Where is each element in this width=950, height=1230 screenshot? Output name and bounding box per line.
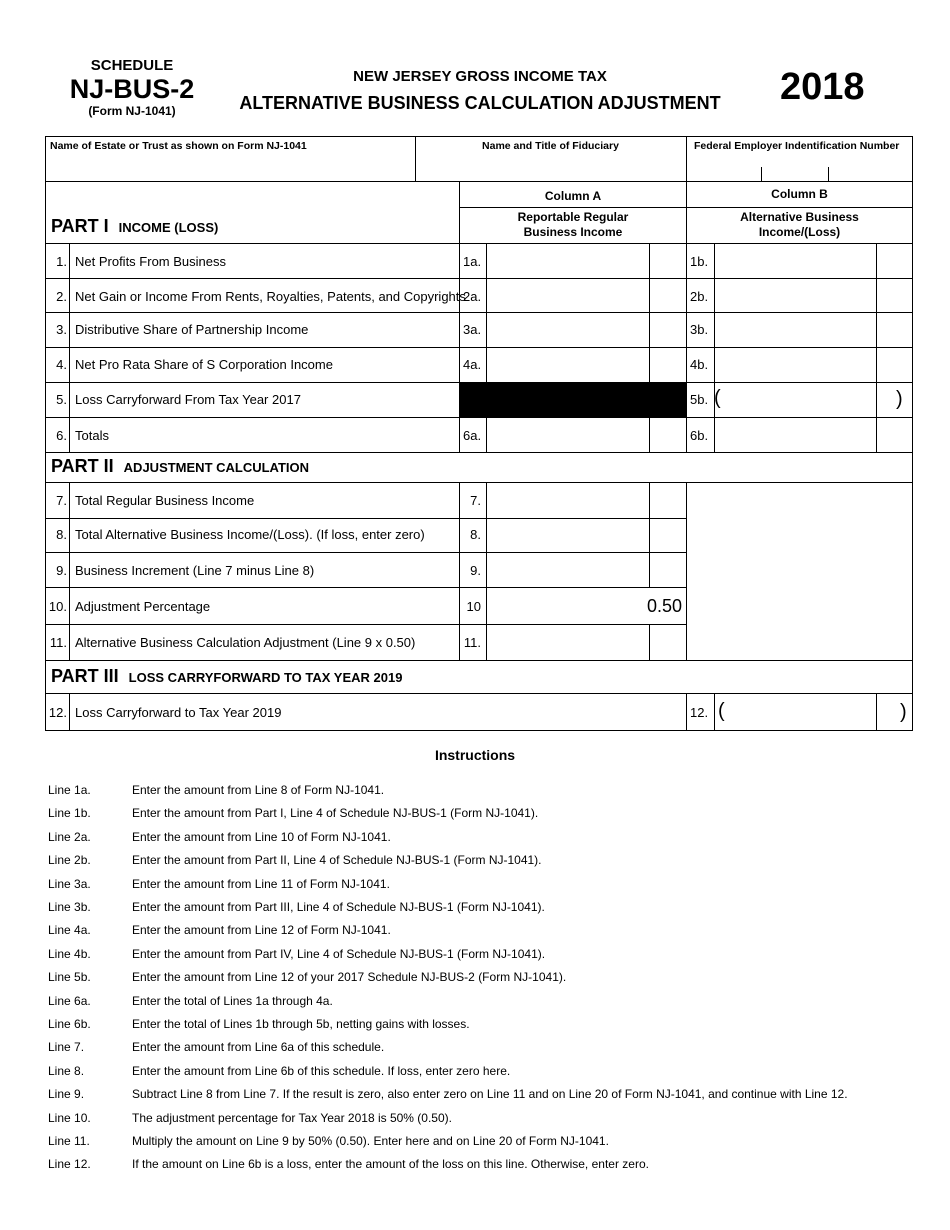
col-a-line-ref: 6a. <box>463 428 482 443</box>
line-description: Adjustment Percentage <box>75 599 211 614</box>
instruction-line-ref: Line 4a. <box>48 923 91 938</box>
line-description: Distributive Share of Partnership Income <box>75 322 309 337</box>
part-1-title: INCOME (LOSS) <box>118 220 219 235</box>
line-description: Total Alternative Business Income/(Loss). (If loss, enter zero) <box>75 527 425 542</box>
part-2-heading <box>51 456 309 477</box>
instruction-item <box>48 900 545 914</box>
line-number: 9. <box>56 563 67 578</box>
col-a-line-ref: 11. <box>463 635 481 650</box>
line-number: 8. <box>56 527 67 542</box>
line-number: 7. <box>56 493 67 508</box>
instruction-line-ref: Line 12. <box>48 1157 91 1172</box>
instruction-item <box>48 877 390 891</box>
instruction-line-ref: Line 9. <box>48 1087 85 1102</box>
col-b-line-ref: 1b. <box>690 254 709 269</box>
instruction-item <box>48 1040 384 1054</box>
line-5b-input[interactable] <box>725 383 875 416</box>
line-description: Net Profits From Business <box>75 254 226 269</box>
column-b-title: Column B <box>771 187 828 201</box>
line-number: 3. <box>56 322 67 337</box>
line-number: 11. <box>49 635 67 650</box>
line-description: Net Pro Rata Share of S Corporation Income <box>75 357 333 372</box>
part-3-title: LOSS CARRYFORWARD TO TAX YEAR 2019 <box>128 670 403 685</box>
instruction-text: Enter the amount from Line 8 of Form NJ-1041. <box>132 783 385 797</box>
instruction-line-ref: Line 6b. <box>48 1017 91 1031</box>
instruction-text: Enter the amount from Line 12 of your 2017 Schedule NJ-BUS-2 (Form NJ-1041). <box>132 970 567 985</box>
instruction-item <box>48 1157 649 1171</box>
instruction-line-ref: Line 5b. <box>48 970 91 985</box>
instruction-line-ref: Line 4b. <box>48 946 91 961</box>
instruction-item <box>48 853 542 867</box>
instruction-line-ref: Line 6a. <box>48 993 91 1008</box>
col-b-line-ref: 2b. <box>690 289 709 304</box>
instruction-text: Subtract Line 8 from Line 7. If the result is zero, also enter zero on Line 11 and on Line 20 of Form NJ-1041, and continue with Line 12. <box>132 1087 848 1102</box>
col-a-line-ref: 7. <box>470 493 481 508</box>
instruction-item <box>48 806 538 820</box>
line-description: Net Gain or Income From Rents, Royalties, Patents, and Copyrights <box>75 289 466 304</box>
instruction-line-ref: Line 11. <box>48 1134 90 1148</box>
fein-input[interactable] <box>692 154 908 178</box>
schedule-id-block <box>64 58 200 118</box>
line-6b-input[interactable] <box>715 418 875 451</box>
line-1a-input[interactable] <box>487 244 648 277</box>
line-4a-input[interactable] <box>487 348 648 381</box>
instruction-line-ref: Line 3a. <box>48 876 91 891</box>
line-description: Totals <box>75 428 109 443</box>
part-3-heading <box>51 666 402 687</box>
col-a-line-ref: 1a. <box>463 254 482 269</box>
instruction-text: Enter the amount from Part II, Line 4 of Schedule NJ-BUS-1 (Form NJ-1041). <box>132 853 542 868</box>
column-b-sub1: Alternative Business <box>740 210 859 224</box>
fiduciary-input[interactable] <box>420 154 682 178</box>
line-number: 1. <box>56 254 67 269</box>
instruction-line-ref: Line 2b. <box>48 853 91 868</box>
schedule-label: SCHEDULE <box>90 57 174 74</box>
instruction-line-ref: Line 2a. <box>48 829 91 844</box>
line-number: 10. <box>48 599 67 614</box>
column-a-title: Column A <box>544 189 602 203</box>
form-title <box>220 68 740 116</box>
form-ref: (Form NJ-1041) <box>88 104 176 118</box>
line-number: 12. <box>48 705 67 720</box>
col-a-line-ref: 3a. <box>463 322 482 337</box>
form-id: NJ-BUS-2 <box>69 74 195 104</box>
line-number: 6. <box>56 428 67 443</box>
part-1-heading <box>51 216 218 237</box>
part-1-number: PART I <box>51 216 109 236</box>
instruction-text: Enter the amount from Line 12 of Form NJ-1041. <box>132 923 391 938</box>
tax-year: 2018 <box>780 66 865 108</box>
col-a-line-ref: 9. <box>470 563 481 578</box>
line-description: Business Increment (Line 7 minus Line 8) <box>75 563 315 578</box>
line-7-input[interactable] <box>487 483 648 517</box>
instruction-text: Enter the total of Lines 1b through 5b, netting gains with losses. <box>132 1017 470 1031</box>
line-4b-input[interactable] <box>715 348 875 381</box>
instruction-text: The adjustment percentage for Tax Year 2018 is 50% (0.50). <box>132 1110 452 1125</box>
instruction-text: Enter the total of Lines 1a through 4a. <box>132 993 333 1008</box>
instruction-line-ref: Line 8. <box>48 1063 85 1078</box>
instruction-line-ref: Line 1b. <box>48 806 91 821</box>
instruction-item <box>48 1087 848 1101</box>
line-12-input[interactable] <box>728 695 875 729</box>
col-b-line-ref: 5b. <box>690 392 709 407</box>
estate-name-label: Name of Estate or Trust as shown on Form NJ-1041 <box>50 140 307 152</box>
fiduciary-label: Name and Title of Fiduciary <box>482 140 619 152</box>
col-a-line-ref: 8. <box>470 527 481 542</box>
instruction-line-ref: Line 3b. <box>48 900 91 914</box>
line-11-input[interactable] <box>487 625 648 659</box>
instruction-item <box>48 970 566 984</box>
part-2-number: PART II <box>51 456 114 476</box>
line-8-input[interactable] <box>487 519 648 551</box>
part-3-number: PART III <box>51 666 119 686</box>
column-a-sub2: Business Income <box>523 225 623 239</box>
instruction-item <box>48 1064 510 1078</box>
line-3b-input[interactable] <box>715 313 875 346</box>
line-description: Loss Carryforward From Tax Year 2017 <box>75 392 301 407</box>
col-a-line-ref: 10 <box>466 599 481 614</box>
line-1b-input[interactable] <box>715 244 875 277</box>
col-a-line-ref: 4a. <box>463 357 482 372</box>
instruction-item <box>48 1017 470 1031</box>
col-b-line-ref: 6b. <box>690 428 709 443</box>
line-6a-input[interactable] <box>487 418 648 451</box>
instruction-text: Enter the amount from Part III, Line 4 of Schedule NJ-BUS-1 (Form NJ-1041). <box>132 900 545 914</box>
instruction-text: Enter the amount from Part I, Line 4 of Schedule NJ-BUS-1 (Form NJ-1041). <box>132 806 539 821</box>
instruction-text: Enter the amount from Line 6a of this schedule. <box>132 1040 385 1055</box>
line-description: Alternative Business Calculation Adjustment (Line 9 x 0.50) <box>75 635 416 650</box>
instruction-item <box>48 994 333 1008</box>
line-number: 4. <box>56 357 67 372</box>
instruction-item <box>48 830 391 844</box>
line-description: Total Regular Business Income <box>75 493 255 508</box>
instruction-item <box>48 783 384 797</box>
line-3a-input[interactable] <box>487 313 648 346</box>
instruction-line-ref: Line 7. <box>48 1040 85 1055</box>
line-5a-blacked-out <box>459 382 687 417</box>
col-b-line-ref: 3b. <box>690 322 709 337</box>
line-2b-input[interactable] <box>715 279 875 311</box>
col-b-line-ref: 12. <box>690 705 709 720</box>
column-b-sub2: Income/(Loss) <box>758 225 841 239</box>
instruction-text: Enter the amount from Line 11 of Form NJ-1041. <box>132 876 390 891</box>
open-paren: ( <box>714 387 721 409</box>
col-b-line-ref: 4b. <box>690 357 709 372</box>
instruction-line-ref: Line 10. <box>48 1110 91 1125</box>
instruction-item <box>48 1111 452 1125</box>
instruction-text: Enter the amount from Part IV, Line 4 of Schedule NJ-BUS-1 (Form NJ-1041). <box>132 946 546 961</box>
line-description: Loss Carryforward to Tax Year 2019 <box>75 705 282 720</box>
title-line-2: ALTERNATIVE BUSINESS CALCULATION ADJUSTMENT <box>239 93 721 113</box>
close-paren: ) <box>900 701 907 723</box>
col-a-line-ref: 2a. <box>463 289 482 304</box>
instruction-line-ref: Line 1a. <box>48 783 91 797</box>
instruction-item <box>48 923 391 937</box>
instructions-title: Instructions <box>434 747 516 763</box>
close-paren: ) <box>896 388 903 410</box>
column-a-sub1: Reportable Regular <box>517 210 629 224</box>
line-number: 5. <box>56 392 67 407</box>
instruction-text: Enter the amount from Line 6b of this schedule. If loss, enter zero here. <box>132 1063 511 1078</box>
instruction-text: Multiply the amount on Line 9 by 50% (0.50). Enter here and on Line 20 of Form NJ-1041. <box>132 1134 609 1148</box>
line-number: 2. <box>56 289 67 304</box>
part-2-title: ADJUSTMENT CALCULATION <box>123 460 310 475</box>
line-2a-input[interactable] <box>487 279 648 311</box>
title-line-1: NEW JERSEY GROSS INCOME TAX <box>353 68 607 85</box>
instruction-item <box>48 947 545 961</box>
line-9-input[interactable] <box>487 553 648 586</box>
fein-label: Federal Employer Indentification Number <box>694 140 900 152</box>
open-paren: ( <box>718 700 725 722</box>
instruction-text: Enter the amount from Line 10 of Form NJ-1041. <box>132 829 391 844</box>
instruction-text: If the amount on Line 6b is a loss, enter the amount of the loss on this line. Otherwise, enter zero. <box>132 1157 649 1172</box>
adjustment-percentage-value: 0.50 <box>646 596 682 616</box>
instruction-item <box>48 1134 609 1148</box>
estate-name-input[interactable] <box>50 154 410 178</box>
